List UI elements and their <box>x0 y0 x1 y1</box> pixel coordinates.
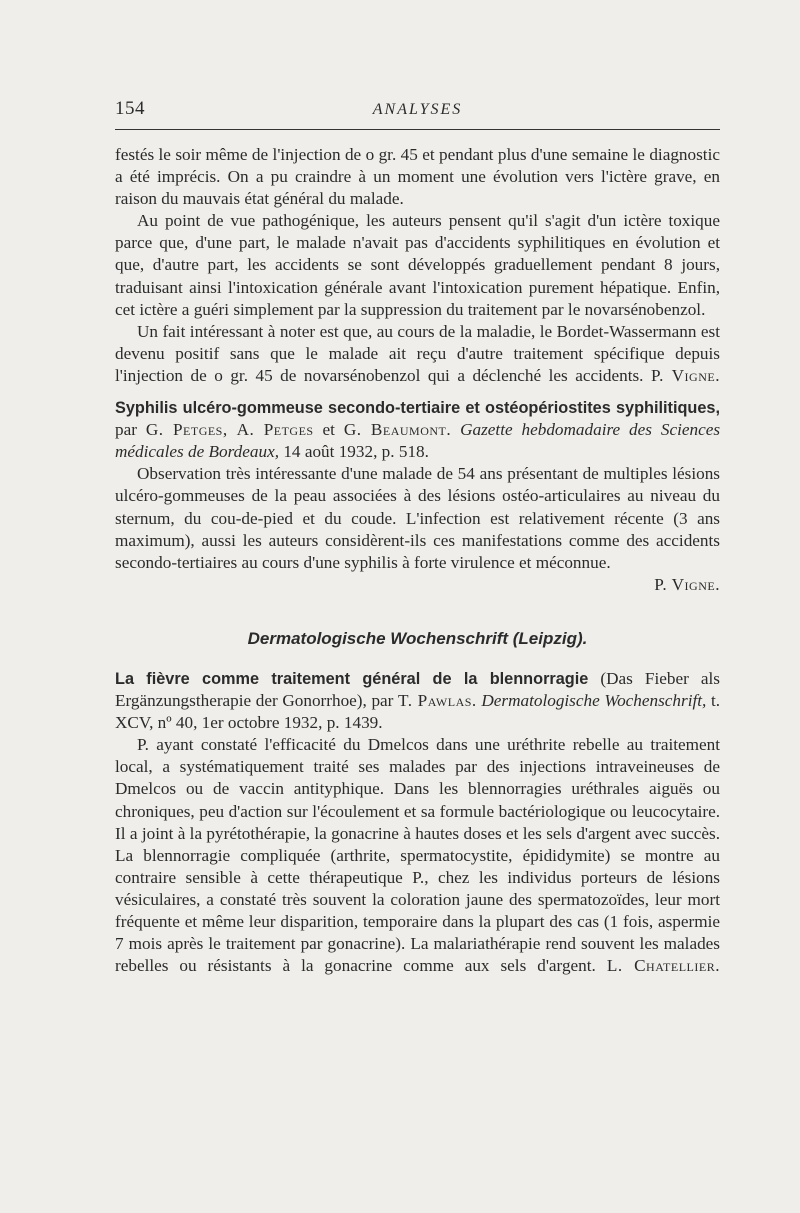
paragraph-text: Un fait intéressant à noter est que, au cours de la maladie, le Bordet-Wassermann est devenu positif sans que le malade ait reçu d'autre traitement spécifique depuis l'injection de o gr. 45 de novarsénobenzol qui a déclenché les accidents. <box>115 321 720 385</box>
article-title: Syphilis ulcéro-gommeuse secondo-tertiaire et ostéopériostites syphilitiques, <box>115 399 720 418</box>
page-body <box>115 144 720 977</box>
signature <box>115 574 720 596</box>
original-title: (Das Fieber als Ergänzungstherapie der Gonorrhoe), <box>115 668 720 711</box>
ref-details: 14 août 1932, p. 518. <box>283 442 429 462</box>
paragraph: festés le soir même de l'injection de o gr. 45 et pendant plus d'une semaine le diagnostic a été imprécis. On a pu craindre à un moment une évolution vers l'ictère grave, en raison du mauvais état général du malade. <box>115 145 720 209</box>
article-title: La fièvre comme traitement général de la blennorragie <box>115 669 589 688</box>
ref-and: et <box>322 420 335 440</box>
author: G. Petges, <box>145 420 228 440</box>
article-body-signed <box>115 734 720 977</box>
ref-details: t. XCV, nº 40, 1er octobre 1932, p. 1439. <box>115 691 721 733</box>
article-blennorragie <box>115 668 720 977</box>
author: A. Petges <box>236 420 314 440</box>
article-body: P. ayant constaté l'efficacité du Dmelcos dans une uréthrite rebelle au traitement local, a systématiquement traité ses malades par des injections intraveineuses de Dmelcos ou de vaccin antityphique. Dans les blennorragies uréthrales aiguës ou chroniques, peu d'action sur l'écoulement et sa formule bactériologique ou leucocytaire. Il a joint à la pyrétothérapie, la gonacrine à hautes doses et les sels d'argent avec succès. La blennorragie compliquée (arthrite, spermatocystite, épididymite) se montre au contraire sensible à cette thérapeutique P., chez les individus porteurs de lésions vésiculaires, a constaté très souvent la coloration jaune des spermatozoïdes, leur mort fréquente et même leur disparition, temporaire dans la plupart des cas (1 fois, aspermie 7 mois après le traitement par gonacrine). La malariathérapie rend souvent les malades rebelles ou résistants à la gonacrine comme aux sels d'argent. <box>115 735 720 976</box>
ref-by: par <box>371 691 394 711</box>
page-number: 154 <box>115 98 145 119</box>
author: G. Beaumont. <box>343 420 452 440</box>
journal-heading: Dermatologische Wochenschrift (Leipzig). <box>247 628 588 648</box>
signature-text: P. Vigne. <box>654 574 720 594</box>
journal-name: Dermatologische Wochenschrift, <box>481 691 707 711</box>
running-head: ANALYSES <box>372 101 463 118</box>
article-body: Observation très intéressante d'une malade de 54 ans présentant de multiples lésions ulcéro-gommeuses de la peau associées à des lésions ostéo-articulaires au niveau du sternum, du cou-de-pied et du coude. L'infection est relativement récente (3 ans maximum), aussi les auteurs considèrent-ils ces manifestations comme des accidents secondo-tertiaires au cours d'une syphilis à forte virulence et méconnue. <box>115 464 720 572</box>
signature: L. Chatellier. <box>606 956 720 976</box>
author: T. Pawlas. <box>398 691 477 711</box>
header-rule <box>115 129 720 130</box>
ref-by: par <box>115 420 137 440</box>
journal-name: Gazette hebdomadaire des Sciences médicales de Bordeaux, <box>115 420 721 462</box>
article-reference <box>115 668 720 734</box>
article-reference <box>115 397 720 463</box>
article-syphilis <box>115 397 720 596</box>
paragraph: Au point de vue pathogénique, les auteurs pensent qu'il s'agit d'un ictère toxique parce que, d'une part, le malade n'avait pas d'accidents syphilitiques en évolution et que, d'autre part, les accidents se sont développés graduellement pendant 8 jours, traduisant ainsi l'intoxication générale avant l'intoxication purement hépatique. Enfin, cet ictère a guéri simplement par la suppression du traitement par le novarsénobenzol. <box>115 211 720 319</box>
paragraph-signed <box>115 321 720 387</box>
page-header <box>115 98 720 132</box>
signature: P. Vigne. <box>650 365 720 385</box>
